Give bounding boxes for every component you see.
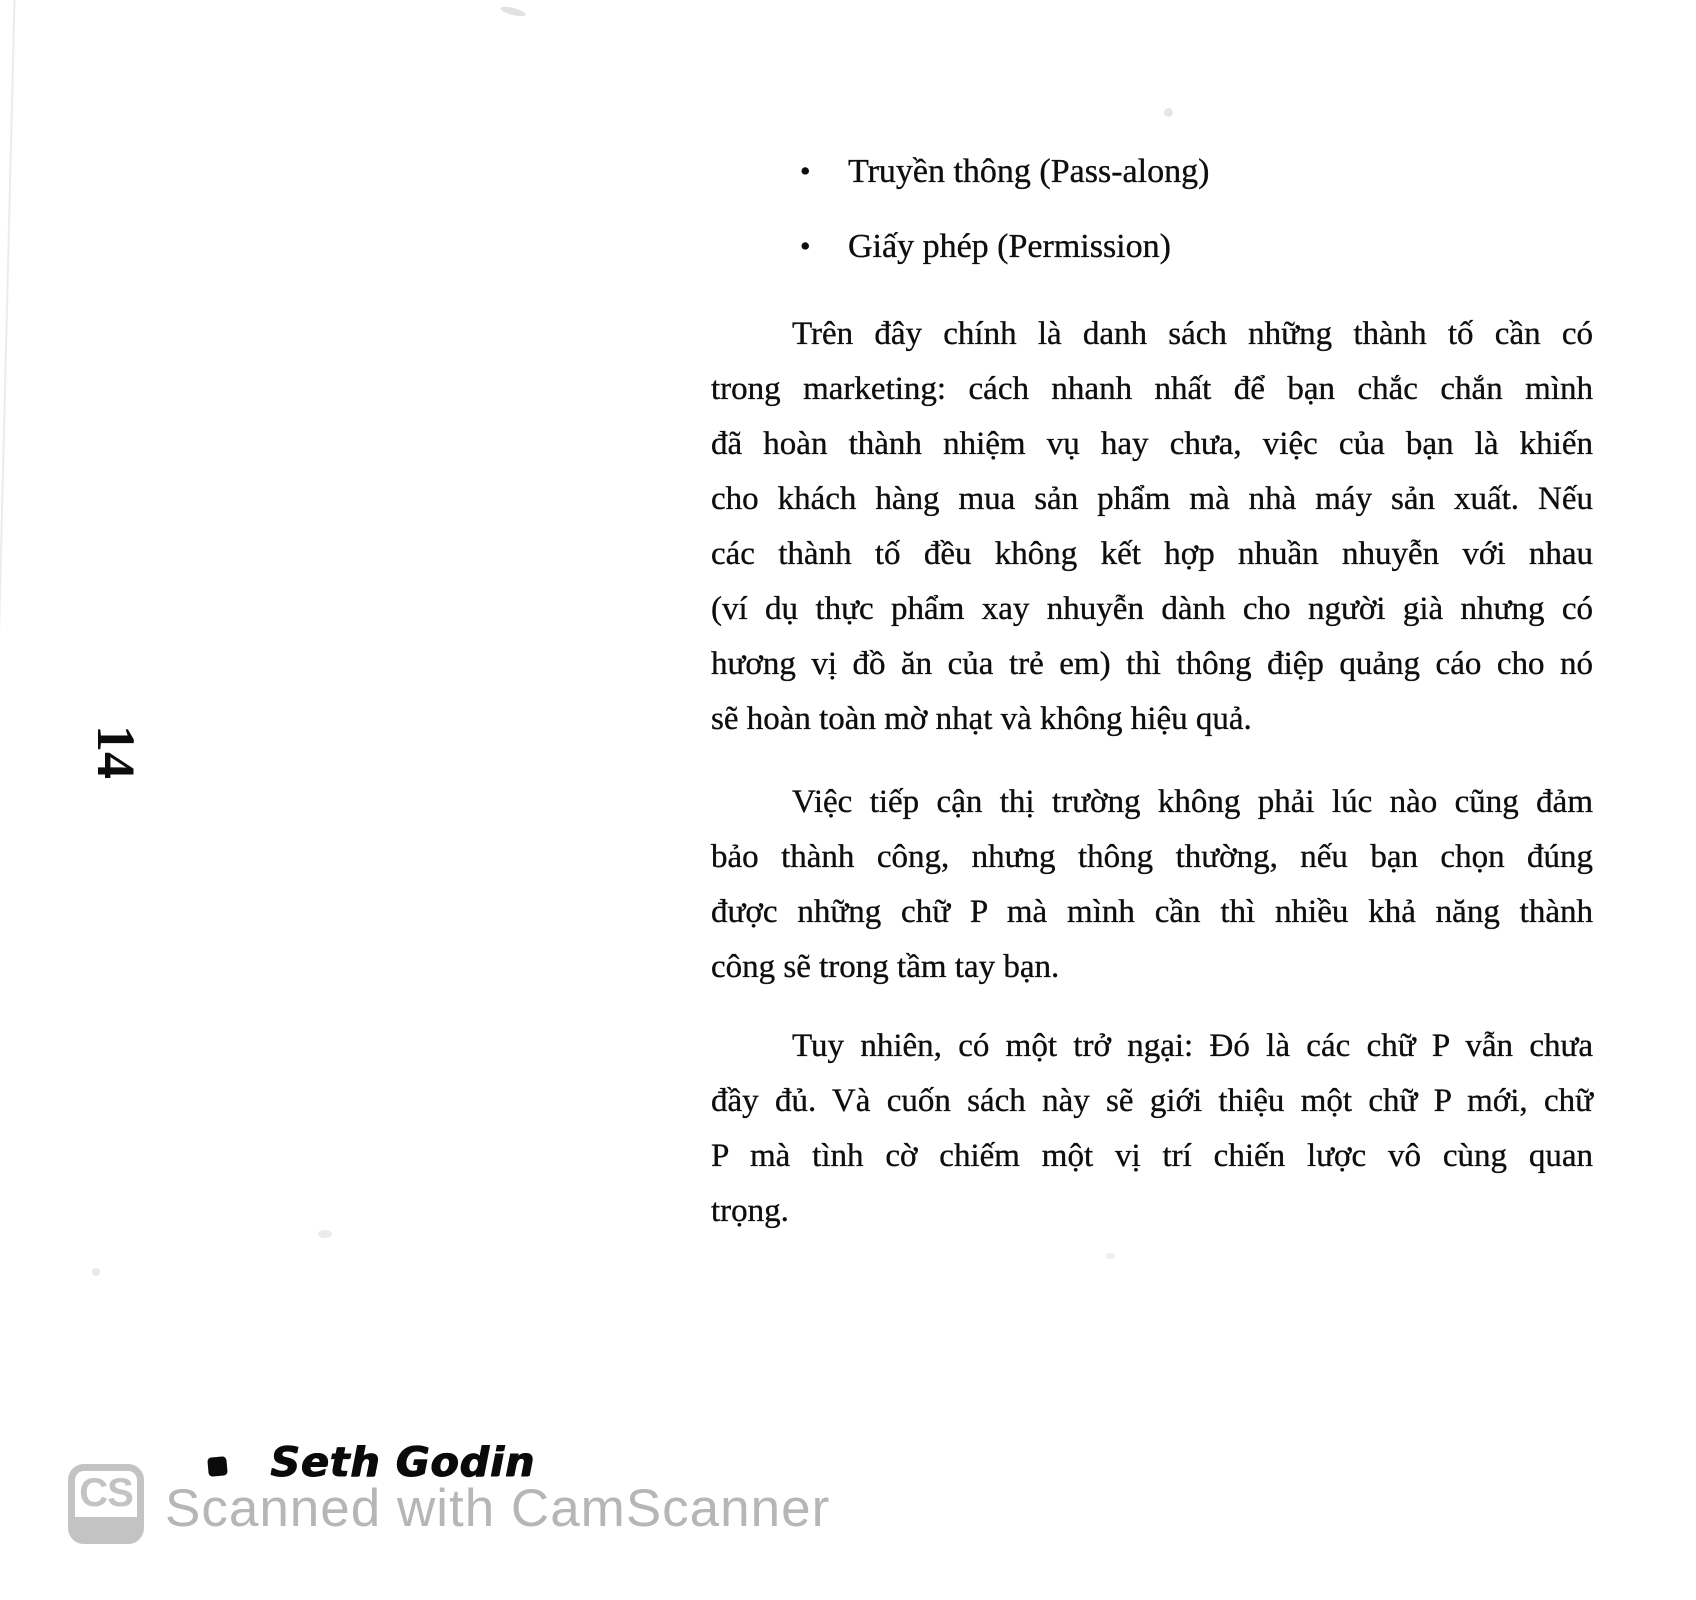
- text-line: hương vị đồ ăn của trẻ em) thì thông điệp quảng cáo cho nó: [711, 646, 1593, 682]
- page-number: 14: [86, 725, 146, 779]
- scan-speck: [318, 1230, 332, 1238]
- text-line: công sẽ trong tầm tay bạn.: [711, 949, 1060, 985]
- scan-speck: [92, 1268, 100, 1276]
- bullet-item: [711, 219, 1593, 274]
- text-line: trọng.: [711, 1193, 789, 1229]
- camscanner-logo-bar: [73, 1517, 139, 1539]
- camscanner-watermark-text: Scanned with CamScanner: [165, 1479, 831, 1538]
- paragraph: [711, 1019, 1593, 1239]
- scan-speck: [500, 5, 527, 18]
- bullet-label: Truyền thông (Pass-along): [848, 153, 1210, 190]
- scan-speck: [1105, 1253, 1115, 1259]
- bullet-label: Giấy phép (Permission): [848, 228, 1171, 265]
- footer-square-bullet-icon: [207, 1456, 228, 1477]
- text-line: Tuy nhiên, có một trở ngại: Đó là các chữ P vẫn chưa: [792, 1028, 1593, 1064]
- text-line: đã hoàn thành nhiệm vụ hay chưa, việc của bạn là khiến: [711, 426, 1593, 462]
- paragraph: [711, 307, 1593, 747]
- camscanner-logo-text: CS: [79, 1471, 133, 1515]
- text-line: đầy đủ. Và cuốn sách này sẽ giới thiệu một chữ P mới, chữ: [711, 1083, 1593, 1119]
- paragraph: [711, 775, 1593, 995]
- bullet-item: [711, 144, 1593, 199]
- text-line: P mà tình cờ chiếm một vị trí chiến lược vô cùng quan: [711, 1138, 1593, 1174]
- text-line: (ví dụ thực phẩm xay nhuyễn dành cho người già nhưng có: [711, 591, 1593, 627]
- text-line: sẽ hoàn toàn mờ nhạt và không hiệu quả.: [711, 701, 1252, 737]
- scan-page-edge-line: [0, 0, 16, 1170]
- text-line: các thành tố đều không kết hợp nhuần nhuyễn với nhau: [711, 536, 1593, 572]
- text-line: được những chữ P mà mình cần thì nhiều khả năng thành: [711, 894, 1593, 930]
- camscanner-logo-icon: [68, 1464, 144, 1544]
- text-line: Việc tiếp cận thị trường không phải lúc nào cũng đảm: [792, 784, 1593, 820]
- scan-speck: [1164, 108, 1173, 117]
- text-line: trong marketing: cách nhanh nhất để bạn chắc chắn mình: [711, 371, 1593, 407]
- text-line: bảo thành công, nhưng thông thường, nếu bạn chọn đúng: [711, 839, 1593, 875]
- bullet-dot-icon: •: [800, 230, 811, 263]
- text-line: Trên đây chính là danh sách những thành tố cần có: [792, 316, 1593, 352]
- bullet-dot-icon: •: [800, 155, 811, 188]
- author-name: Seth Godin: [270, 1438, 535, 1486]
- text-line: cho khách hàng mua sản phẩm mà nhà máy sản xuất. Nếu: [711, 481, 1593, 517]
- bullet-list: [711, 144, 1593, 274]
